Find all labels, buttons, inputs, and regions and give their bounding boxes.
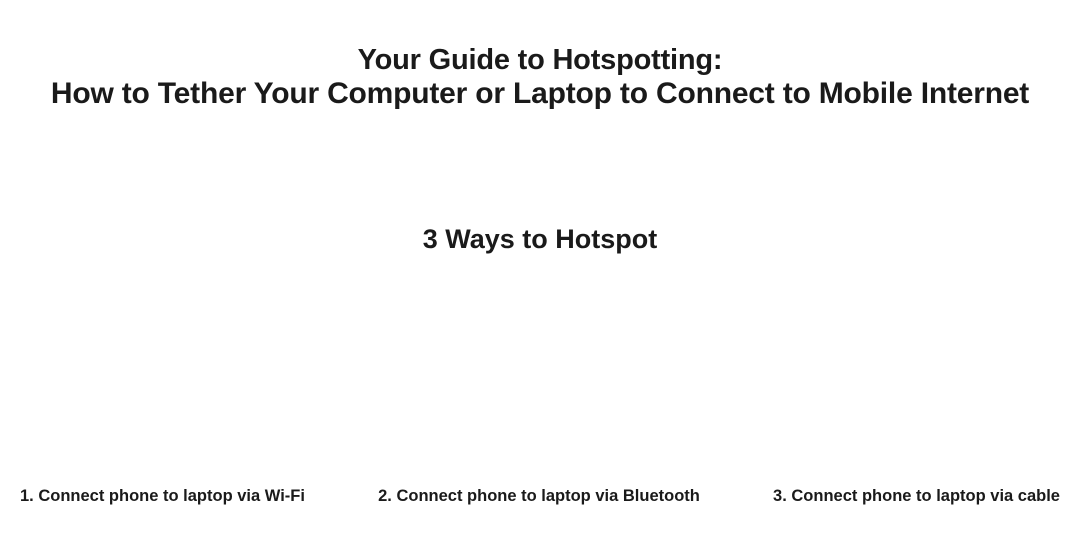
caption-row <box>0 487 1080 506</box>
title-line-secondary: How to Tether Your Computer or Laptop to Connect to Mobile Internet <box>50 77 1030 111</box>
title-line-primary: Your Guide to Hotspotting: <box>357 44 723 76</box>
caption-item-bluetooth: 2. Connect phone to laptop via Bluetooth <box>378 487 700 505</box>
page-title <box>0 44 1080 111</box>
caption-item-cable: 3. Connect phone to laptop via cable <box>773 487 1060 505</box>
section-subtitle: 3 Ways to Hotspot <box>422 224 658 254</box>
caption-item-wifi: 1. Connect phone to laptop via Wi-Fi <box>20 487 305 505</box>
